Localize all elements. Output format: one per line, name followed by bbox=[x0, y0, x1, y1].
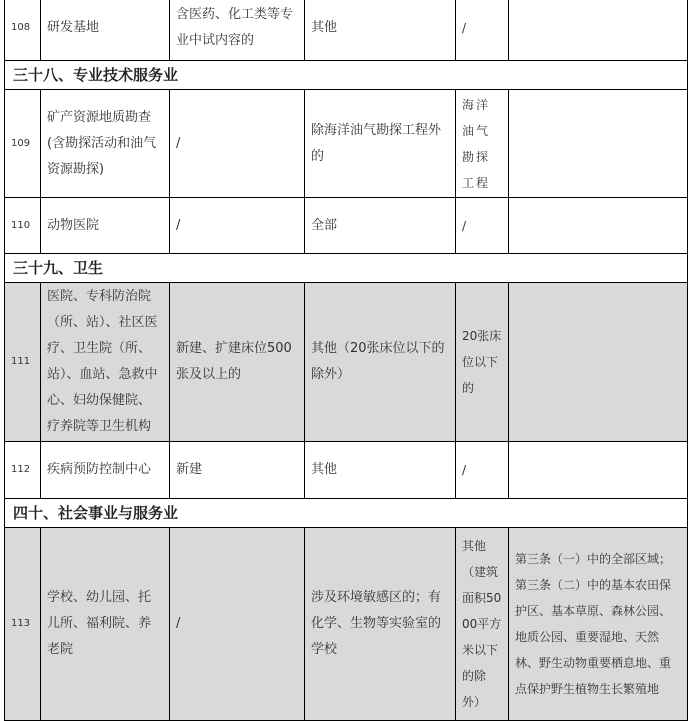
project-name: 医院、专科防治院（所、站）、社区医疗、卫生院（所、站）、血站、急救中心、妇幼保健院、疗养院等卫生机构 bbox=[41, 283, 170, 442]
report-table-criteria: 其他 bbox=[305, 0, 456, 61]
report-book-criteria: 含医药、化工类等专业中试内容的 bbox=[170, 0, 305, 61]
project-name: 矿产资源地质勘查(含勘探活动和油气资源勘探) bbox=[41, 90, 170, 198]
sensitive-area-criteria: 第三条（一）中的全部区域；第三条（二）中的基本农田保护区、基本草原、森林公园、地质公园、重要湿地、天然林、野生动物重要栖息地、重点保护野生植物生长繁殖地 bbox=[509, 528, 688, 721]
report-book-criteria: 新建、扩建床位500张及以上的 bbox=[170, 283, 305, 442]
table-row bbox=[5, 528, 688, 721]
registration-form-criteria: / bbox=[456, 198, 509, 254]
report-book-criteria: 新建 bbox=[170, 442, 305, 499]
section-title-40: 四十、社会事业与服务业 bbox=[5, 499, 688, 528]
report-book-criteria: / bbox=[170, 90, 305, 198]
sensitive-area-criteria bbox=[509, 283, 688, 442]
report-table-criteria: 其他 bbox=[305, 442, 456, 499]
row-number: 110 bbox=[5, 198, 41, 254]
section-title-39: 三十九、卫生 bbox=[5, 254, 688, 283]
registration-form-criteria: 其他（建筑面积5000平方米以下的除外） bbox=[456, 528, 509, 721]
sensitive-area-criteria bbox=[509, 0, 688, 61]
report-table-criteria: 其他（20张床位以下的除外） bbox=[305, 283, 456, 442]
section-header bbox=[5, 499, 688, 528]
report-table-criteria: 除海洋油气勘探工程外的 bbox=[305, 90, 456, 198]
project-name: 学校、幼儿园、托儿所、福利院、养老院 bbox=[41, 528, 170, 721]
row-number: 108 bbox=[5, 0, 41, 61]
table-row bbox=[5, 283, 688, 442]
row-number: 113 bbox=[5, 528, 41, 721]
section-header bbox=[5, 254, 688, 283]
table-row bbox=[5, 198, 688, 254]
table-row bbox=[5, 90, 688, 198]
section-title-38: 三十八、专业技术服务业 bbox=[5, 61, 688, 90]
report-table-criteria: 全部 bbox=[305, 198, 456, 254]
section-header bbox=[5, 61, 688, 90]
registration-form-criteria: 20张床位以下的 bbox=[456, 283, 509, 442]
table-row bbox=[5, 0, 688, 61]
sensitive-area-criteria bbox=[509, 198, 688, 254]
row-number: 111 bbox=[5, 283, 41, 442]
sensitive-area-criteria bbox=[509, 90, 688, 198]
row-number: 109 bbox=[5, 90, 41, 198]
project-name: 动物医院 bbox=[41, 198, 170, 254]
report-table-criteria: 涉及环境敏感区的；有化学、生物等实验室的学校 bbox=[305, 528, 456, 721]
report-book-criteria: / bbox=[170, 528, 305, 721]
report-book-criteria: / bbox=[170, 198, 305, 254]
registration-form-criteria: 海洋油气勘探工程 bbox=[456, 90, 509, 198]
industry-classification-table bbox=[4, 0, 688, 721]
project-name: 研发基地 bbox=[41, 0, 170, 61]
project-name: 疾病预防控制中心 bbox=[41, 442, 170, 499]
table-row bbox=[5, 442, 688, 499]
row-number: 112 bbox=[5, 442, 41, 499]
registration-form-criteria: / bbox=[456, 0, 509, 61]
registration-form-criteria: / bbox=[456, 442, 509, 499]
sensitive-area-criteria bbox=[509, 442, 688, 499]
